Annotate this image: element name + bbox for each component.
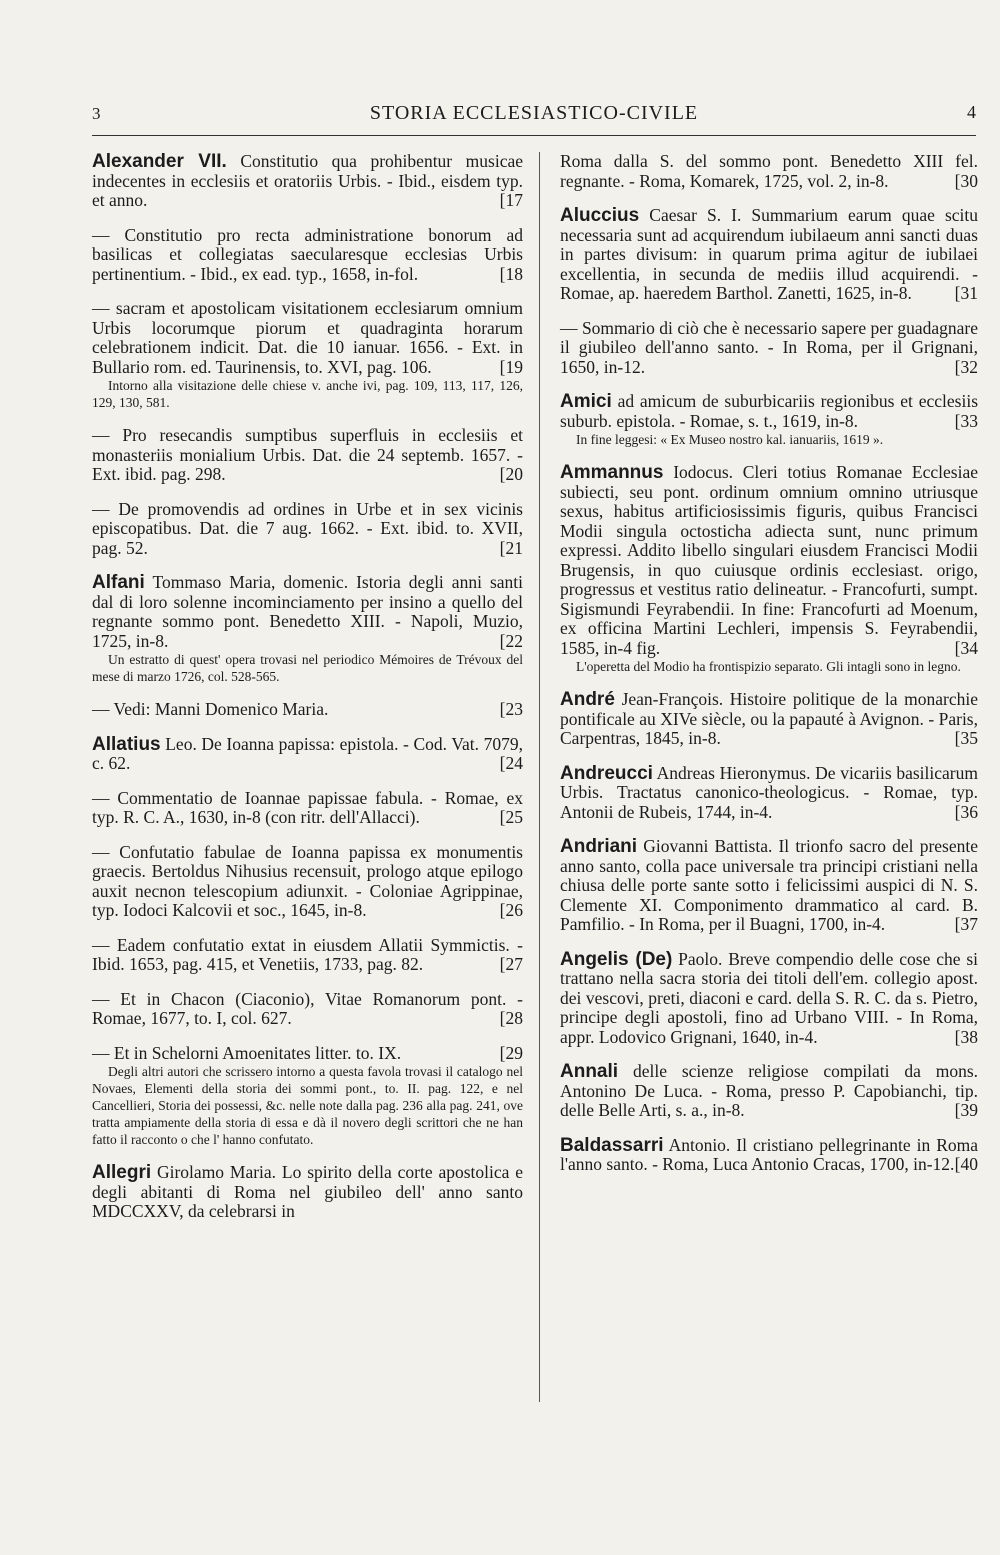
entry-heading: Alfani (92, 572, 145, 593)
entry-description: — Et in Chacon (Ciaconio), Vitae Romanorum pont. - Romae, 1677, to. I, col. 627. (92, 988, 523, 1028)
entry-heading: Allegri (92, 1162, 152, 1183)
entry-text (92, 152, 523, 211)
entry-text (92, 700, 523, 720)
entry-number: [19 (499, 356, 523, 377)
entry-number: [37 (954, 914, 978, 934)
bibliography-entry (560, 1062, 978, 1121)
entry-heading: Allatius (92, 733, 161, 755)
bibliography-entry (92, 700, 523, 720)
entry-description: — Constitutio pro recta administratione bonorum ad basilicas et collegiatas saecularesque ecclesias Urbis pertinentium. - Ibid., ex ead. typ., 1658, in-fol. (92, 224, 523, 284)
entry-text (92, 990, 523, 1029)
entry-number: [33 (954, 410, 978, 431)
entry-text (92, 573, 523, 651)
entry-text (92, 789, 523, 828)
entry-heading: Andriani (560, 836, 638, 857)
bibliography-entry (560, 1136, 978, 1175)
entry-text (92, 299, 523, 377)
entry-description: Jean-François. Histoire politique de la monarchie pontificale au XIVe siècle, ou la papauté à Avignon. - Paris, Carpentras, 1845, in-8. (560, 689, 978, 748)
entry-text (560, 690, 978, 749)
entry-number: [20 (499, 464, 523, 484)
entry-number: [32 (954, 356, 978, 377)
entry-text (560, 837, 978, 935)
entry-number: [24 (499, 753, 523, 773)
entry-heading: Angelis (De) (560, 948, 673, 970)
bibliography-entry (560, 392, 978, 448)
entry-heading: Andreucci (560, 762, 653, 784)
entry-text (92, 1163, 523, 1222)
entry-description: delle scienze religiose compilati da mons. Antonino De Luca. - Roma, presso P. Capobianchi, tip. delle Belle Arti, s. a., in-8. (560, 1061, 979, 1120)
bibliography-entry (92, 990, 523, 1029)
entry-description: Leo. De Ioanna papissa: epistola. - Cod. Vat. 7079, c. 62. (92, 733, 524, 773)
entry-text (92, 936, 523, 975)
entry-description: Constitutio qua prohibentur musicae indecentes in ecclesiis et oratoriis Urbis. - Ibid., eisdem typ. et anno. (92, 151, 523, 210)
entry-number: [23 (499, 699, 523, 719)
entry-description: — Sommario di ciò che è necessario sapere per guadagnare il giubileo dell'anno santo. - In Roma, per il Grignani, 1650, in-12. (560, 317, 978, 377)
entry-number: [35 (954, 728, 978, 748)
entry-number: [21 (499, 537, 523, 558)
bibliography-entry (92, 299, 523, 411)
entry-description: Giovanni Battista. Il trionfo sacro del presente anno santo, colla pace universale tra principi cristiani nella chiusa delle porte sante sotto i felicissimi auspici di N. S. Clemente XI. Componimento drammatico al card. B. Pamfilio. - In Roma, per il Buagni, 1700, in-4. (560, 836, 978, 934)
entry-number: [26 (499, 900, 523, 920)
entry-description: Caesar S. I. Summarium earum quae scitu necessaria sunt ad acquirendum iubilaeum anni sancti duas in partes divisum: in quarum prima agitur de iubilaei excellentia, in secunda de mediis illud acquirendi. - Romae, ap. haeredem Barthol. Zanetti, 1625, in-8. (560, 205, 978, 303)
entry-text (92, 843, 523, 921)
entry-heading: Annali (560, 1061, 619, 1082)
entry-text (560, 950, 978, 1048)
entry-text (92, 426, 523, 485)
entry-description: Antonio. Il cristiano pellegrinante in Roma l'anno santo. - Roma, Luca Antonio Cracas, 1700, in-12. (560, 1134, 978, 1174)
bibliography-entry (92, 152, 523, 211)
bibliography-entry (92, 573, 523, 685)
entry-number: [18 (499, 263, 523, 284)
entry-heading: André (560, 689, 615, 710)
entry-number: [34 (954, 637, 978, 658)
bibliography-entry (92, 226, 523, 285)
entry-text (560, 392, 978, 431)
page-number-right: 4 (967, 102, 976, 122)
bibliography-entry (560, 837, 978, 935)
bibliography-entry (92, 1044, 523, 1149)
running-title: STORIA ECCLESIASTICO-CIVILE (369, 102, 699, 124)
entry-description: — Confutatio fabulae de Ioanna papissa ex monumentis graecis. Bertoldus Nihusius recensuit, prologo atque epilogo auxit necnon telescopium adiunxit. - Coloniae Agrippinae, typ. Iodoci Kalcovii et soc., 1645, in-8. (92, 841, 523, 920)
bibliography-entry (560, 690, 978, 749)
entry-heading: Baldassarri (560, 1134, 664, 1156)
entry-description: Tommaso Maria, domenic. Istoria degli anni santi dal di loro solenne incominciamento per insino a quello del regnante sommo pont. Benedetto XIII. - Napoli, Muzio, 1725, in-8. (92, 572, 523, 651)
bibliography-entry (560, 152, 978, 191)
entry-text (92, 500, 523, 559)
entry-number: [25 (499, 807, 523, 827)
entry-description: Girolamo Maria. Lo spirito della corte apostolica e degli abitanti di Roma nel giubileo dell' anno santo MDCCXXV, da celebrarsi in (92, 1162, 524, 1221)
entry-description: Roma dalla S. del sommo pont. Benedetto XIII fel. regnante. - Roma, Komarek, 1725, vol. 2, in-8. (560, 151, 978, 191)
entry-note: L'operetta del Modio ha frontispizio separato. Gli intagli sono in legno. (576, 659, 961, 674)
left-column (92, 152, 523, 1237)
entry-description: Andreas Hieronymus. De vicariis basilicarum Urbis. Tractatus canonico-theologicus. - Romae, typ. Antonii de Rubeis, 1744, in-4. (560, 762, 978, 822)
entry-number: [29 (499, 1042, 523, 1063)
entry-heading: Amici (560, 391, 612, 412)
entry-description: — Commentatio de Ioannae papissae fabula. - Romae, ex typ. R. C. A., 1630, in-8 (con ritr. dell'Allacci). (92, 787, 523, 827)
entry-note: Intorno alla visitazione delle chiese v. anche ivi, pag. 109, 113, 117, 126, 129, 130, 581. (92, 378, 523, 410)
entry-heading: Ammannus (560, 462, 664, 483)
bibliography-entry (92, 735, 523, 774)
bibliography-entry (92, 936, 523, 975)
entry-text (560, 463, 978, 658)
entry-text (560, 1062, 978, 1121)
entry-number: [31 (954, 283, 978, 303)
bibliography-entry (92, 500, 523, 559)
entry-number: [17 (499, 190, 523, 210)
entry-number: [27 (499, 954, 523, 974)
entry-text (92, 1044, 523, 1064)
bibliography-entry (92, 843, 523, 921)
entry-description: Iodocus. Cleri totius Romanae Ecclesiae subiecti, seu pont. ordinum omnium omnino utriusque sexus, habitus artificiosissimis figuris, quibus Francisci Modii singula octosticha adiecta sunt, nunc primum expressi. Addito libello singulari eiusdem Francisci Modii Brugensis, in quo cuiusque ordinis ecclesiast. origo, progressus et vestitus ratio delineatur. - Francofurti, sumpt. Sigismundi Feyrabendii. In fine: Francofurti ad Moenum, ex officina Martini Lechleri, impensis S. Feyrabendii, 1585, in-4 fig. (560, 462, 978, 658)
column-divider (539, 152, 540, 1402)
entry-description: — Eadem confutatio extat in eiusdem Allatii Symmictis. - Ibid. 1653, pag. 415, et Venetiis, 1733, pag. 82. (92, 934, 523, 974)
entry-description: — Vedi: Manni Domenico Maria. (92, 699, 329, 719)
bibliography-entry (560, 319, 978, 378)
entry-description: — De promovendis ad ordines in Urbe et in sex vicinis episcopatibus. Dat. die 7 aug. 1662. - Ext. ibid. to. XVII, pag. 52. (92, 498, 523, 558)
entry-description: ad amicum de suburbicariis regionibus et ecclesiis suburb. epistola. - Romae, s. t., 1619, in-8. (560, 391, 978, 431)
bibliography-entry (92, 426, 523, 485)
entry-text (92, 226, 523, 285)
header-rule (92, 135, 976, 136)
bibliography-entry (560, 206, 978, 304)
running-header (92, 100, 976, 130)
entry-number: [36 (954, 801, 978, 822)
bibliography-entry (92, 789, 523, 828)
entry-description: — Et in Schelorni Amoenitates litter. to. IX. (92, 1042, 402, 1063)
entry-number: [30 (954, 170, 978, 191)
entry-description: — sacram et apostolicam visitationem ecclesiarum omnium Urbis locorumque piorum et quadraginta horarum celebrationem indicit. Dat. die 10 ianuar. 1656. - Ext. in Bullario rom. ed. Taurinensis, to. XVI, pag. 106. (92, 298, 523, 377)
entry-heading: Aluccius (560, 205, 640, 226)
entry-description: Paolo. Breve compendio delle cose che si trattano nella sacra storia dei titoli dell'em. collegio apost. dei vescovi, preti, diaconi e card. della S. R. C. da s. Pietro, principe degli apostoli, fino ad Urbano VIII. - In Roma, appr. Lodovico Grignani, 1640, in-4. (560, 948, 979, 1047)
entry-text (92, 735, 523, 774)
entry-text (560, 1136, 978, 1175)
entry-number: [38 (954, 1026, 978, 1047)
entry-number: [28 (499, 1008, 523, 1028)
entry-text (560, 319, 978, 378)
entry-number: [22 (499, 630, 523, 651)
right-column (560, 152, 978, 1190)
entry-text (560, 206, 978, 304)
entry-note: Un estratto di quest' opera trovasi nel periodico Mémoires de Trévoux del mese di marzo 1726, col. 528-565. (92, 652, 523, 684)
bibliography-entry (560, 950, 978, 1048)
entry-number: [40 (954, 1154, 978, 1174)
bibliography-entry (560, 764, 978, 823)
bibliography-entry (92, 1163, 523, 1222)
entry-number: [39 (954, 1100, 978, 1120)
entry-note: In fine leggesi: « Ex Museo nostro kal. ianuariis, 1619 ». (576, 432, 884, 447)
bibliography-entry (560, 463, 978, 675)
page-number-left: 3 (92, 104, 101, 123)
entry-description: — Pro resecandis sumptibus superfluis in ecclesiis et monasteriis monialium Urbis. Dat. die 24 septemb. 1657. - Ext. ibid. pag. 298. (92, 425, 523, 484)
entry-note: Degli altri autori che scrissero intorno a questa favola trovasi il catalogo nel Novaes, Elementi della storia dei sommi pont., to. II. pag. 122, e nel Cancellieri, Storia dei possessi, &c. nelle note dalla pag. 236 alla pag. 241, ove tratta ampiamente della storia di essa e dà il novero degli scrittori che ne han fatto il racconto o che l' hanno confutato. (92, 1064, 523, 1147)
entry-heading: Alexander VII. (92, 151, 227, 172)
entry-text (560, 764, 978, 823)
entry-text (560, 152, 978, 191)
